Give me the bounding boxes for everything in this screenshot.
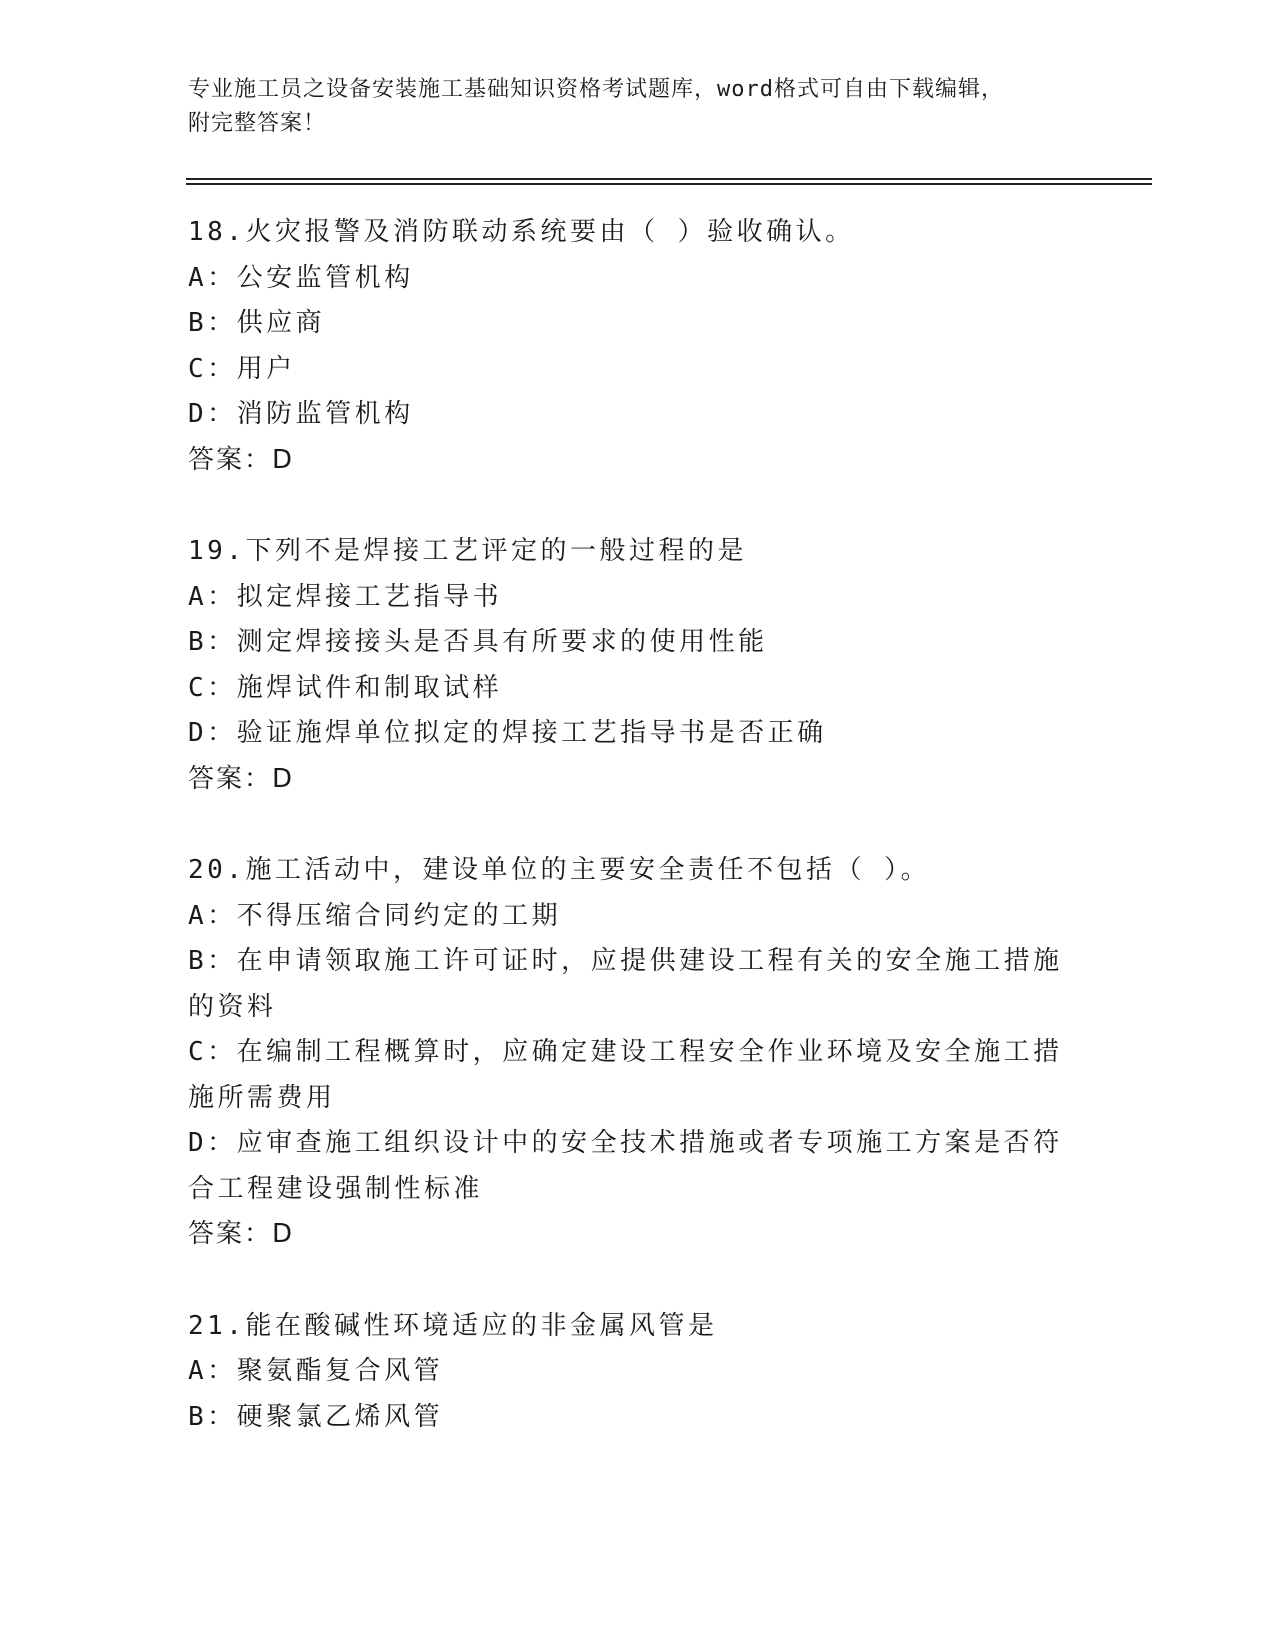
option-a: A：聚氨酯复合风管 — [188, 1356, 444, 1386]
option-a: A：拟定焊接工艺指导书 — [188, 581, 503, 612]
question-19 — [188, 529, 1078, 802]
option-a: A：不得压缩合同约定的工期 — [188, 900, 562, 931]
document-header — [188, 73, 1088, 141]
header-line-2: 附完整答案！ — [188, 111, 327, 136]
question-20 — [188, 848, 1078, 1258]
question-stem: 20.施工活动中，建设单位的主要安全责任不包括（ ）。 — [188, 855, 931, 885]
option-a: A：公安监管机构 — [188, 262, 414, 293]
option-d: D：消防监管机构 — [188, 399, 414, 429]
header-divider-top — [186, 178, 1152, 180]
option-b: B：供应商 — [188, 308, 326, 338]
question-stem: 19.下列不是焊接工艺评定的一般过程的是 — [188, 536, 747, 566]
option-c: C：在编制工程概算时，应确定建设工程安全作业环境及安全施工措施所需费用 — [188, 1037, 1063, 1113]
header-line-1: 专业施工员之设备安装施工基础知识资格考试题库，word格式可自由下载编辑， — [188, 77, 1004, 102]
question-list — [188, 210, 1078, 1486]
answer: 答案：D — [188, 763, 295, 794]
question-stem: 18.火灾报警及消防联动系统要由（ ）验收确认。 — [188, 217, 855, 247]
option-b: B：硬聚氯乙烯风管 — [188, 1401, 444, 1432]
header-divider-bottom — [186, 183, 1152, 185]
option-c: C：用户 — [188, 353, 296, 384]
question-21 — [188, 1304, 1078, 1441]
option-b: B：测定焊接接头是否具有所要求的使用性能 — [188, 627, 768, 657]
option-d: D：应审查施工组织设计中的安全技术措施或者专项施工方案是否符合工程建设强制性标准 — [188, 1128, 1063, 1204]
answer: 答案：D — [188, 444, 295, 475]
question-18 — [188, 210, 1078, 483]
option-c: C：施焊试件和制取试样 — [188, 672, 503, 703]
option-d: D：验证施焊单位拟定的焊接工艺指导书是否正确 — [188, 718, 827, 748]
option-b: B：在申请领取施工许可证时，应提供建设工程有关的安全施工措施的资料 — [188, 946, 1063, 1022]
question-stem: 21.能在酸碱性环境适应的非金属风管是 — [188, 1310, 718, 1341]
answer: 答案：D — [188, 1219, 295, 1249]
